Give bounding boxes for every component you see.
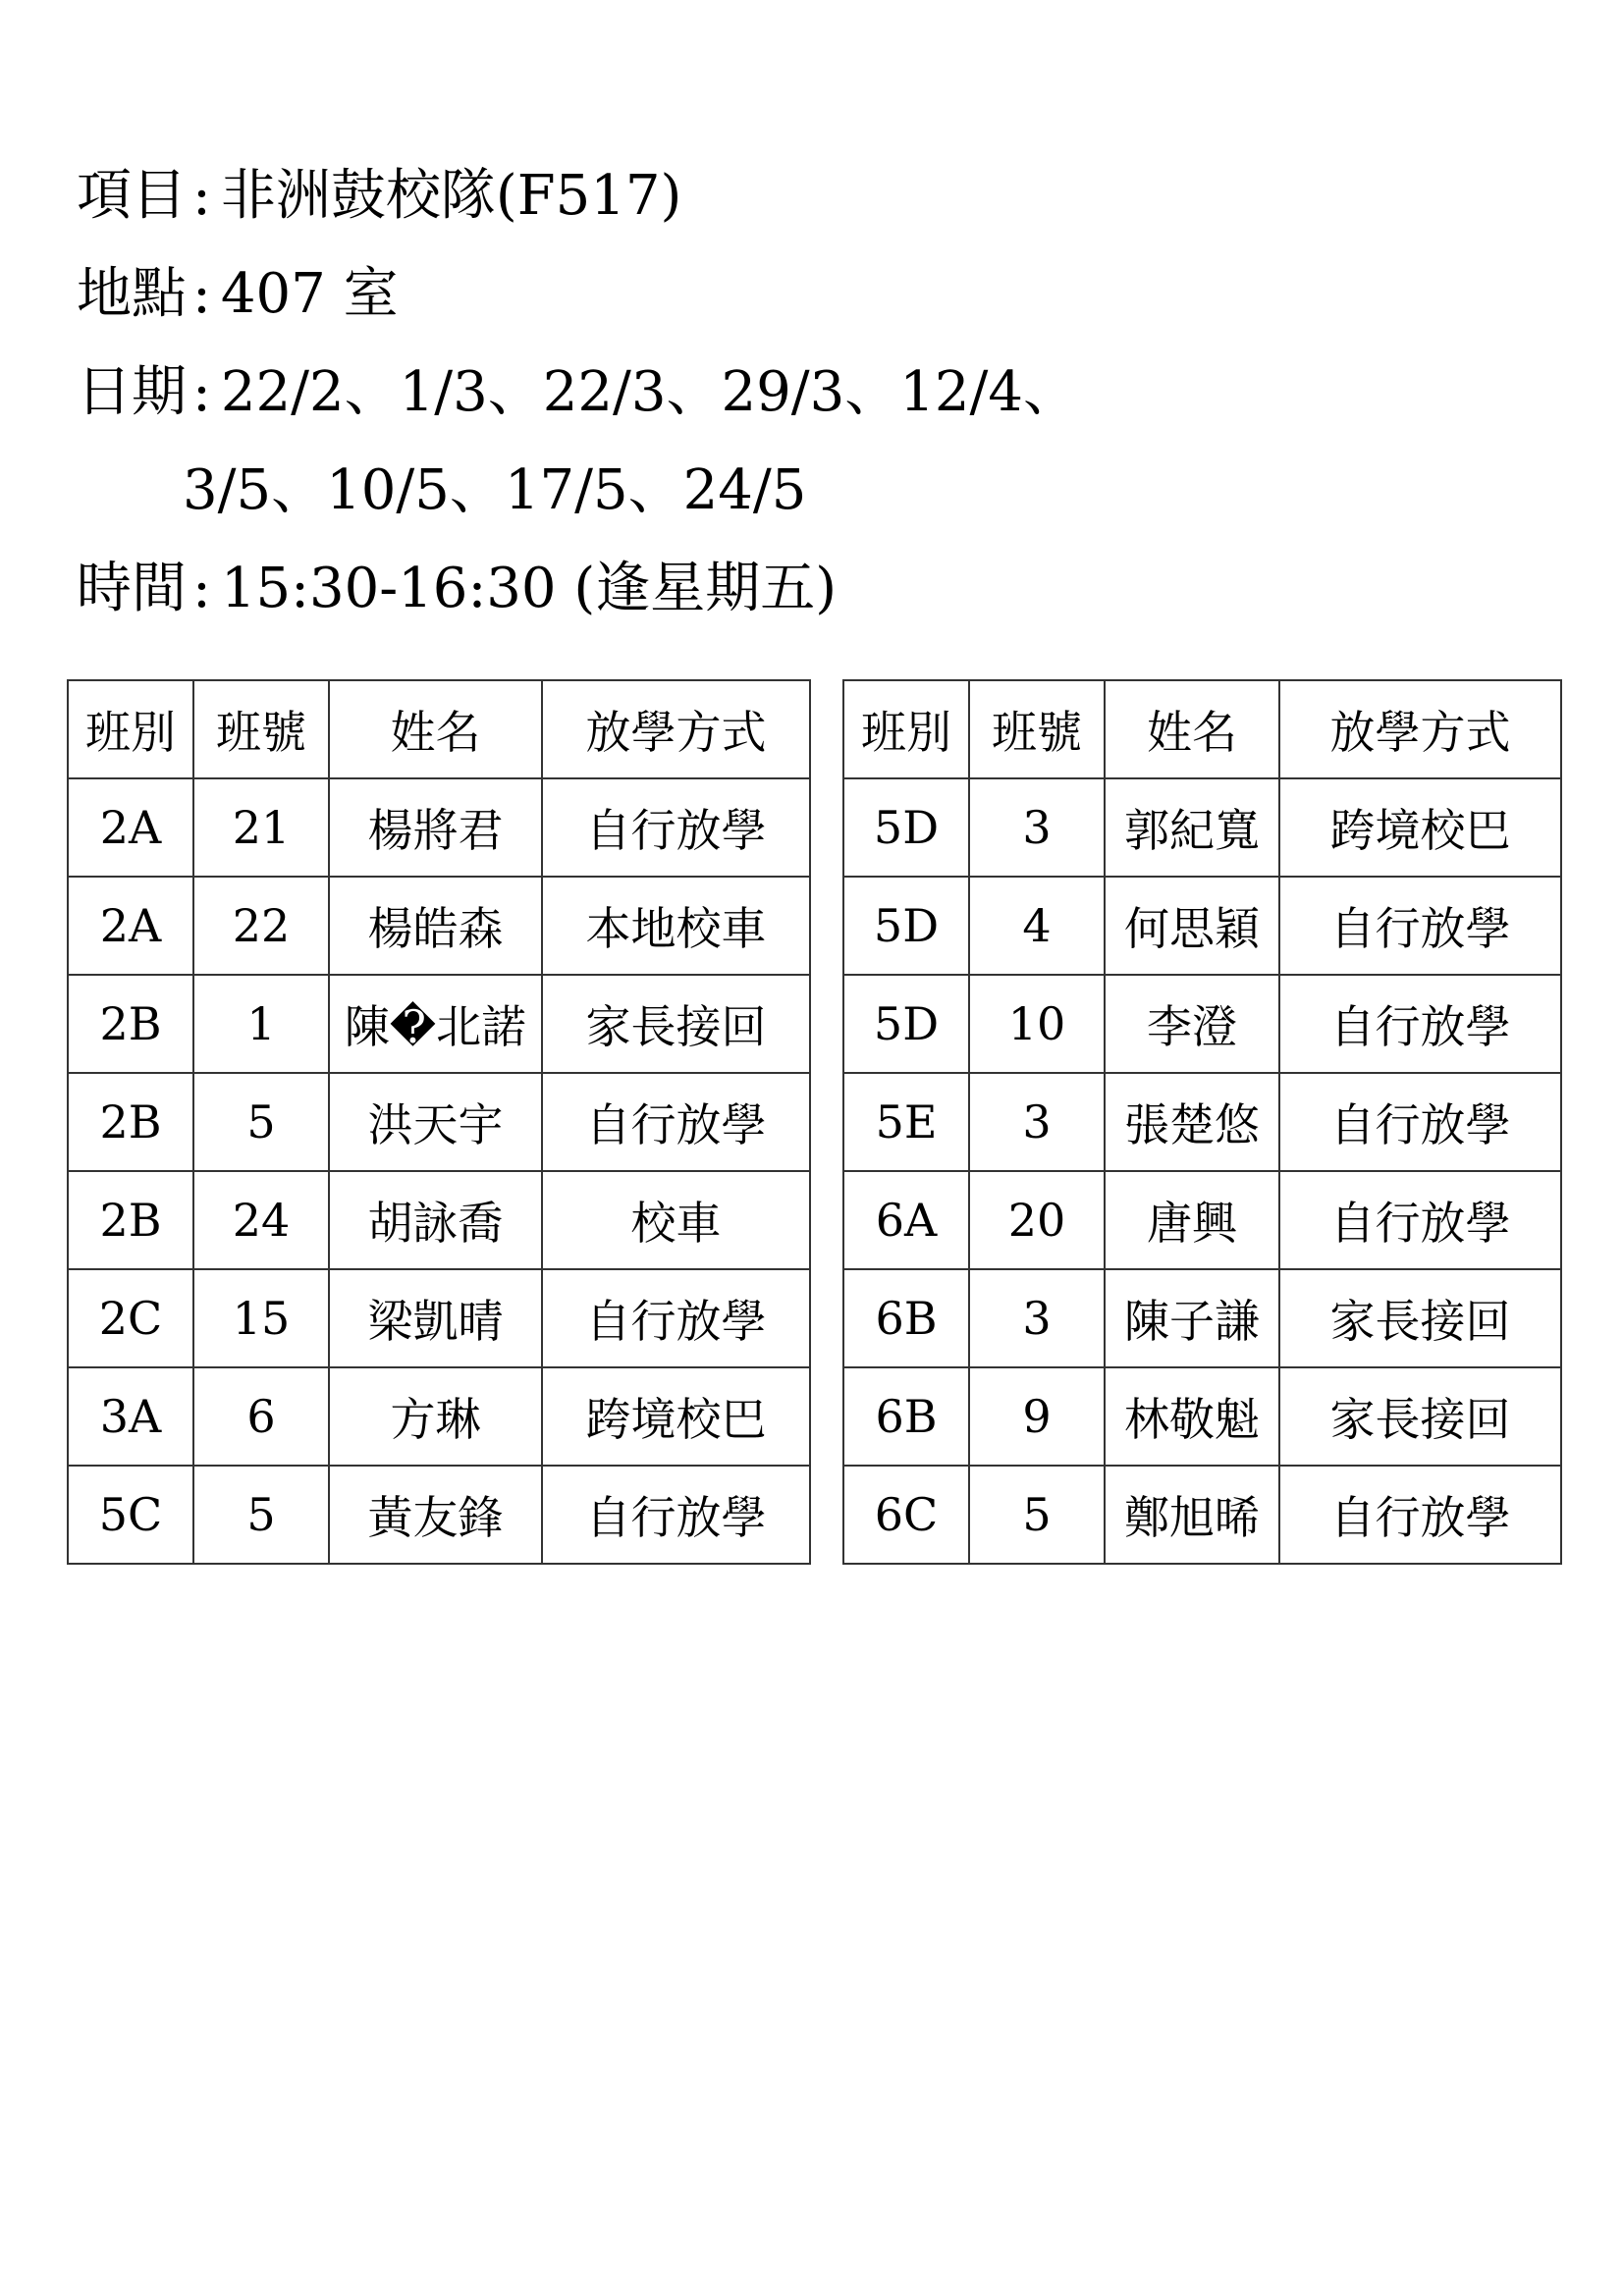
cell-class: 2B	[68, 975, 193, 1073]
cell-dismissal-method: 自行放學	[542, 1466, 810, 1564]
header-dismissal-method: 放學方式	[1279, 680, 1561, 778]
header-class: 班別	[843, 680, 969, 778]
table-row	[68, 1466, 810, 1564]
cell-dismissal-method: 自行放學	[1279, 1171, 1561, 1269]
time-colon: :	[192, 557, 211, 620]
dates-value-line2: 3/5、10/5、17/5、24/5	[183, 458, 807, 522]
cell-class-number: 3	[969, 1269, 1105, 1367]
time-value: 15:30-16:30 (逢星期五)	[220, 557, 838, 620]
dates-label: 日期	[77, 360, 187, 424]
table-row	[843, 1171, 1561, 1269]
cell-name: 林敬魁	[1105, 1367, 1279, 1466]
table-row	[68, 975, 810, 1073]
cell-class: 5D	[843, 975, 969, 1073]
time-line	[77, 540, 1078, 638]
cell-class: 2B	[68, 1073, 193, 1171]
dates-value-line1: 22/2、1/3、22/3、29/3、12/4、	[220, 360, 1079, 424]
table-row	[843, 1073, 1561, 1171]
dates-continuation-line	[77, 442, 1078, 540]
cell-name: 郭紀寬	[1105, 778, 1279, 877]
cell-class-number: 9	[969, 1367, 1105, 1466]
header-name: 姓名	[329, 680, 542, 778]
cell-dismissal-method: 自行放學	[542, 1269, 810, 1367]
location-colon: :	[192, 262, 211, 326]
project-value: 非洲鼓校隊(F517)	[220, 164, 682, 228]
cell-class-number: 22	[193, 877, 329, 975]
cell-class: 6B	[843, 1367, 969, 1466]
cell-class: 6C	[843, 1466, 969, 1564]
table-row	[843, 877, 1561, 975]
cell-name: 唐興	[1105, 1171, 1279, 1269]
header-class: 班別	[68, 680, 193, 778]
table-row	[68, 778, 810, 877]
cell-class: 5E	[843, 1073, 969, 1171]
student-table-left	[67, 679, 811, 1565]
cell-name: 何思穎	[1105, 877, 1279, 975]
cell-class: 2A	[68, 877, 193, 975]
cell-name: 陳子謙	[1105, 1269, 1279, 1367]
project-line	[77, 147, 1078, 245]
cell-dismissal-method: 跨境校巴	[1279, 778, 1561, 877]
table-row	[68, 1367, 810, 1466]
cell-class: 2C	[68, 1269, 193, 1367]
project-label: 項目	[77, 164, 187, 228]
header-class-number: 班號	[193, 680, 329, 778]
location-line	[77, 245, 1078, 344]
cell-dismissal-method: 自行放學	[542, 778, 810, 877]
table-row	[843, 975, 1561, 1073]
student-table-right	[842, 679, 1562, 1565]
cell-class: 2A	[68, 778, 193, 877]
cell-dismissal-method: 自行放學	[1279, 975, 1561, 1073]
cell-name: 張楚悠	[1105, 1073, 1279, 1171]
table-header-row	[843, 680, 1561, 778]
event-info	[77, 147, 1078, 638]
cell-class-number: 6	[193, 1367, 329, 1466]
cell-class-number: 5	[193, 1466, 329, 1564]
cell-class-number: 15	[193, 1269, 329, 1367]
table-row	[843, 1367, 1561, 1466]
location-value: 407 室	[220, 262, 399, 326]
dates-line	[77, 344, 1078, 442]
cell-dismissal-method: 家長接回	[1279, 1367, 1561, 1466]
dates-colon: :	[192, 360, 211, 424]
cell-class-number: 5	[193, 1073, 329, 1171]
time-label: 時間	[77, 557, 187, 620]
cell-class-number: 24	[193, 1171, 329, 1269]
cell-class-number: 4	[969, 877, 1105, 975]
cell-dismissal-method: 家長接回	[1279, 1269, 1561, 1367]
cell-class: 5D	[843, 877, 969, 975]
cell-dismissal-method: 自行放學	[1279, 1466, 1561, 1564]
cell-dismissal-method: 自行放學	[1279, 877, 1561, 975]
table-row	[68, 1269, 810, 1367]
cell-dismissal-method: 本地校車	[542, 877, 810, 975]
cell-dismissal-method: 校車	[542, 1171, 810, 1269]
cell-name: 洪天宇	[329, 1073, 542, 1171]
cell-class: 6A	[843, 1171, 969, 1269]
cell-dismissal-method: 家長接回	[542, 975, 810, 1073]
table-header-row	[68, 680, 810, 778]
cell-class: 6B	[843, 1269, 969, 1367]
cell-class-number: 10	[969, 975, 1105, 1073]
cell-name: 李澄	[1105, 975, 1279, 1073]
cell-name: 胡詠喬	[329, 1171, 542, 1269]
cell-name: 方琳	[329, 1367, 542, 1466]
cell-name: 黃友鋒	[329, 1466, 542, 1564]
cell-dismissal-method: 自行放學	[542, 1073, 810, 1171]
table-row	[68, 1171, 810, 1269]
table-row	[68, 1073, 810, 1171]
table-row	[843, 778, 1561, 877]
cell-name: 鄭旭晞	[1105, 1466, 1279, 1564]
cell-class: 2B	[68, 1171, 193, 1269]
cell-name: 楊皓森	[329, 877, 542, 975]
table-row	[843, 1466, 1561, 1564]
cell-class-number: 21	[193, 778, 329, 877]
cell-class-number: 5	[969, 1466, 1105, 1564]
cell-class: 5D	[843, 778, 969, 877]
cell-class-number: 20	[969, 1171, 1105, 1269]
header-name: 姓名	[1105, 680, 1279, 778]
header-dismissal-method: 放學方式	[542, 680, 810, 778]
cell-name: 陳�北諾	[329, 975, 542, 1073]
cell-class-number: 1	[193, 975, 329, 1073]
table-row	[843, 1269, 1561, 1367]
cell-class: 3A	[68, 1367, 193, 1466]
cell-class-number: 3	[969, 1073, 1105, 1171]
cell-dismissal-method: 自行放學	[1279, 1073, 1561, 1171]
table-row	[68, 877, 810, 975]
cell-dismissal-method: 跨境校巴	[542, 1367, 810, 1466]
location-label: 地點	[77, 262, 187, 326]
project-colon: :	[192, 164, 211, 228]
cell-name: 梁凱晴	[329, 1269, 542, 1367]
cell-class-number: 3	[969, 778, 1105, 877]
header-class-number: 班號	[969, 680, 1105, 778]
cell-name: 楊將君	[329, 778, 542, 877]
cell-class: 5C	[68, 1466, 193, 1564]
